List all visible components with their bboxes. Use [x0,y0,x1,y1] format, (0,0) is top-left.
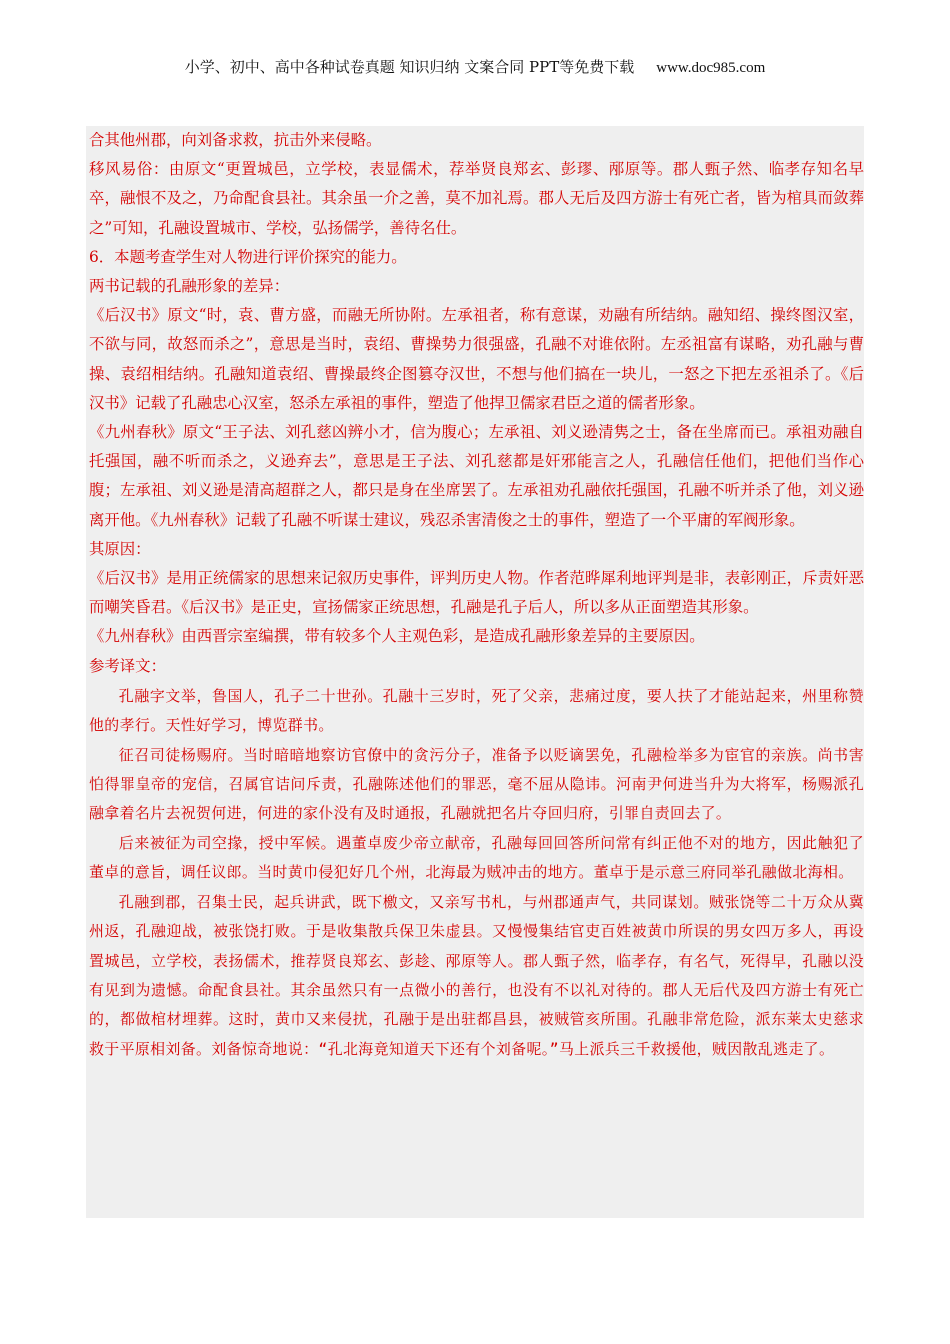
paragraph: 《九州春秋》由西晋宗室编撰，带有较多个人主观色彩，是造成孔融形象差异的主要原因。 [89,627,705,646]
translation-paragraph: 孔融到郡，召集士民，起兵讲武，既下檄文，又亲写书札，与州郡通声气，共同谋划。贼张饶等二十万众从冀州返，孔融迎战，被张饶打败。于是收集散兵保卫朱虚县。又慢慢集结官吏百姓被黄巾所误的男女四万多人，再设置城邑，立学校，表扬儒术，推荐贤良郑玄、彭趁、邴原等人。郡人甄子然，临孝存，有名气，死得早，孔融以没有见到为遗憾。命配食县社。其余虽然只有一点微小的善行，也没有不以礼对待的。郡人无后代及四方游士有死亡的，都做棺材埋葬。这时，黄巾又来侵扰，孔融于是出驻都昌县，被贼管亥所围。孔融非常危险，派东莱太史慈求救于平原相刘备。刘备惊奇地说：“孔北海竟知道天下还有个刘备呢。”马上派兵三千救援他，贼因散乱逃走了。 [89,892,864,1058]
page-header [0,56,950,77]
header-url[interactable]: www.doc985.com [656,60,766,76]
paragraph: 合其他州郡，向刘备求救，抗击外来侵略。 [89,131,382,149]
content-panel [86,126,864,1218]
section-label: 两书记载的孔融形象的差异： [89,277,290,296]
translation-paragraph: 孔融字文举，鲁国人，孔子二十世孙。孔融十三岁时，死了父亲，悲痛过度，要人扶了才能站起来，州里称赞他的孝行。天性好学习，博览群书。 [89,686,864,735]
paragraph: 移风易俗：由原文“更置城邑，立学校，表显儒术，荐举贤良郑玄、彭璆、邴原等。郡人甄子然、临孝存知名早卒，融恨不及之，乃命配食县社。其余虽一介之善，莫不加礼焉。郡人无后及四方游士有死亡者，皆为棺具而敛葬之”可知，孔融设置城市、学校，弘扬儒学，善待名仕。 [89,160,864,237]
paragraph: 《后汉书》是用正统儒家的思想来记叙历史事件，评判历史人物。作者范晔犀利地评判是非，表彰刚正，斥责奸恶而嘲笑昏君。《后汉书》是正史，宣扬儒家正统思想，孔融是孔子后人，所以多从正面塑造其形象。 [89,569,864,617]
paragraph: 《九州春秋》原文“王子法、刘孔慈凶辨小才，信为腹心；左承祖、刘义逊清隽之士，备在坐席而已。承祖劝融自托强国，融不听而杀之，义逊弃去”，意思是王子法、刘孔慈都是奸邪能言之人，孔融信任他们，把他们当作心腹；左承祖、刘义逊是清高超群之人，都只是身在坐席罢了。左承祖劝孔融依托强国，孔融不听并杀了他，刘义逊离开他。《九州春秋》记载了孔融不听谋士建议，残忍杀害清俊之士的事件，塑造了一个平庸的军阀形象。 [89,423,864,529]
header-text: 小学、初中、高中各种试卷真题 知识归纳 文案合同 PPT等免费下载 [184,58,635,76]
paragraph: 《后汉书》原文“时，袁、曹方盛，而融无所协附。左承祖者，称有意谋，劝融有所结纳。融知绍、操终图汉室，不欲与同，故怒而杀之”，意思是当时，袁绍、曹操势力很强盛，孔融不对谁依附。左丞祖富有谋略，劝孔融与曹操、袁绍相结纳。孔融知道袁绍、曹操最终企图篡夺汉世，不想与他们搞在一块儿，一怒之下把左丞祖杀了。《后汉书》记载了孔融忠心汉室，怒杀左承祖的事件，塑造了他捍卫儒家君臣之道的儒者形象。 [89,306,864,412]
question-heading: 6．本题考查学生对人物进行评价探究的能力。 [89,247,407,266]
translation-paragraph: 后来被征为司空掾，授中军候。遇董卓废少帝立献帝，孔融每回回答所问常有纠正他不对的地方，因此触犯了董卓的意旨，调任议郎。当时黄巾侵犯好几个州，北海最为贼冲击的地方。董卓于是示意三府同举孔融做北海相。 [89,833,864,882]
section-label: 其原因： [89,539,151,558]
translation-paragraph: 征召司徒杨赐府。当时暗暗地察访官僚中的贪污分子，准备予以贬谪罢免，孔融检举多为宦官的亲族。尚书害怕得罪皇帝的宠信，召属官诘问斥责，孔融陈述他们的罪恶，毫不屈从隐讳。河南尹何进当升为大将军，杨赐派孔融拿着名片去祝贺何进，何进的家仆没有及时通报，孔融就把名片夺回归府，引罪自责回去了。 [89,745,864,823]
translation-heading: 参考译文： [89,656,166,675]
